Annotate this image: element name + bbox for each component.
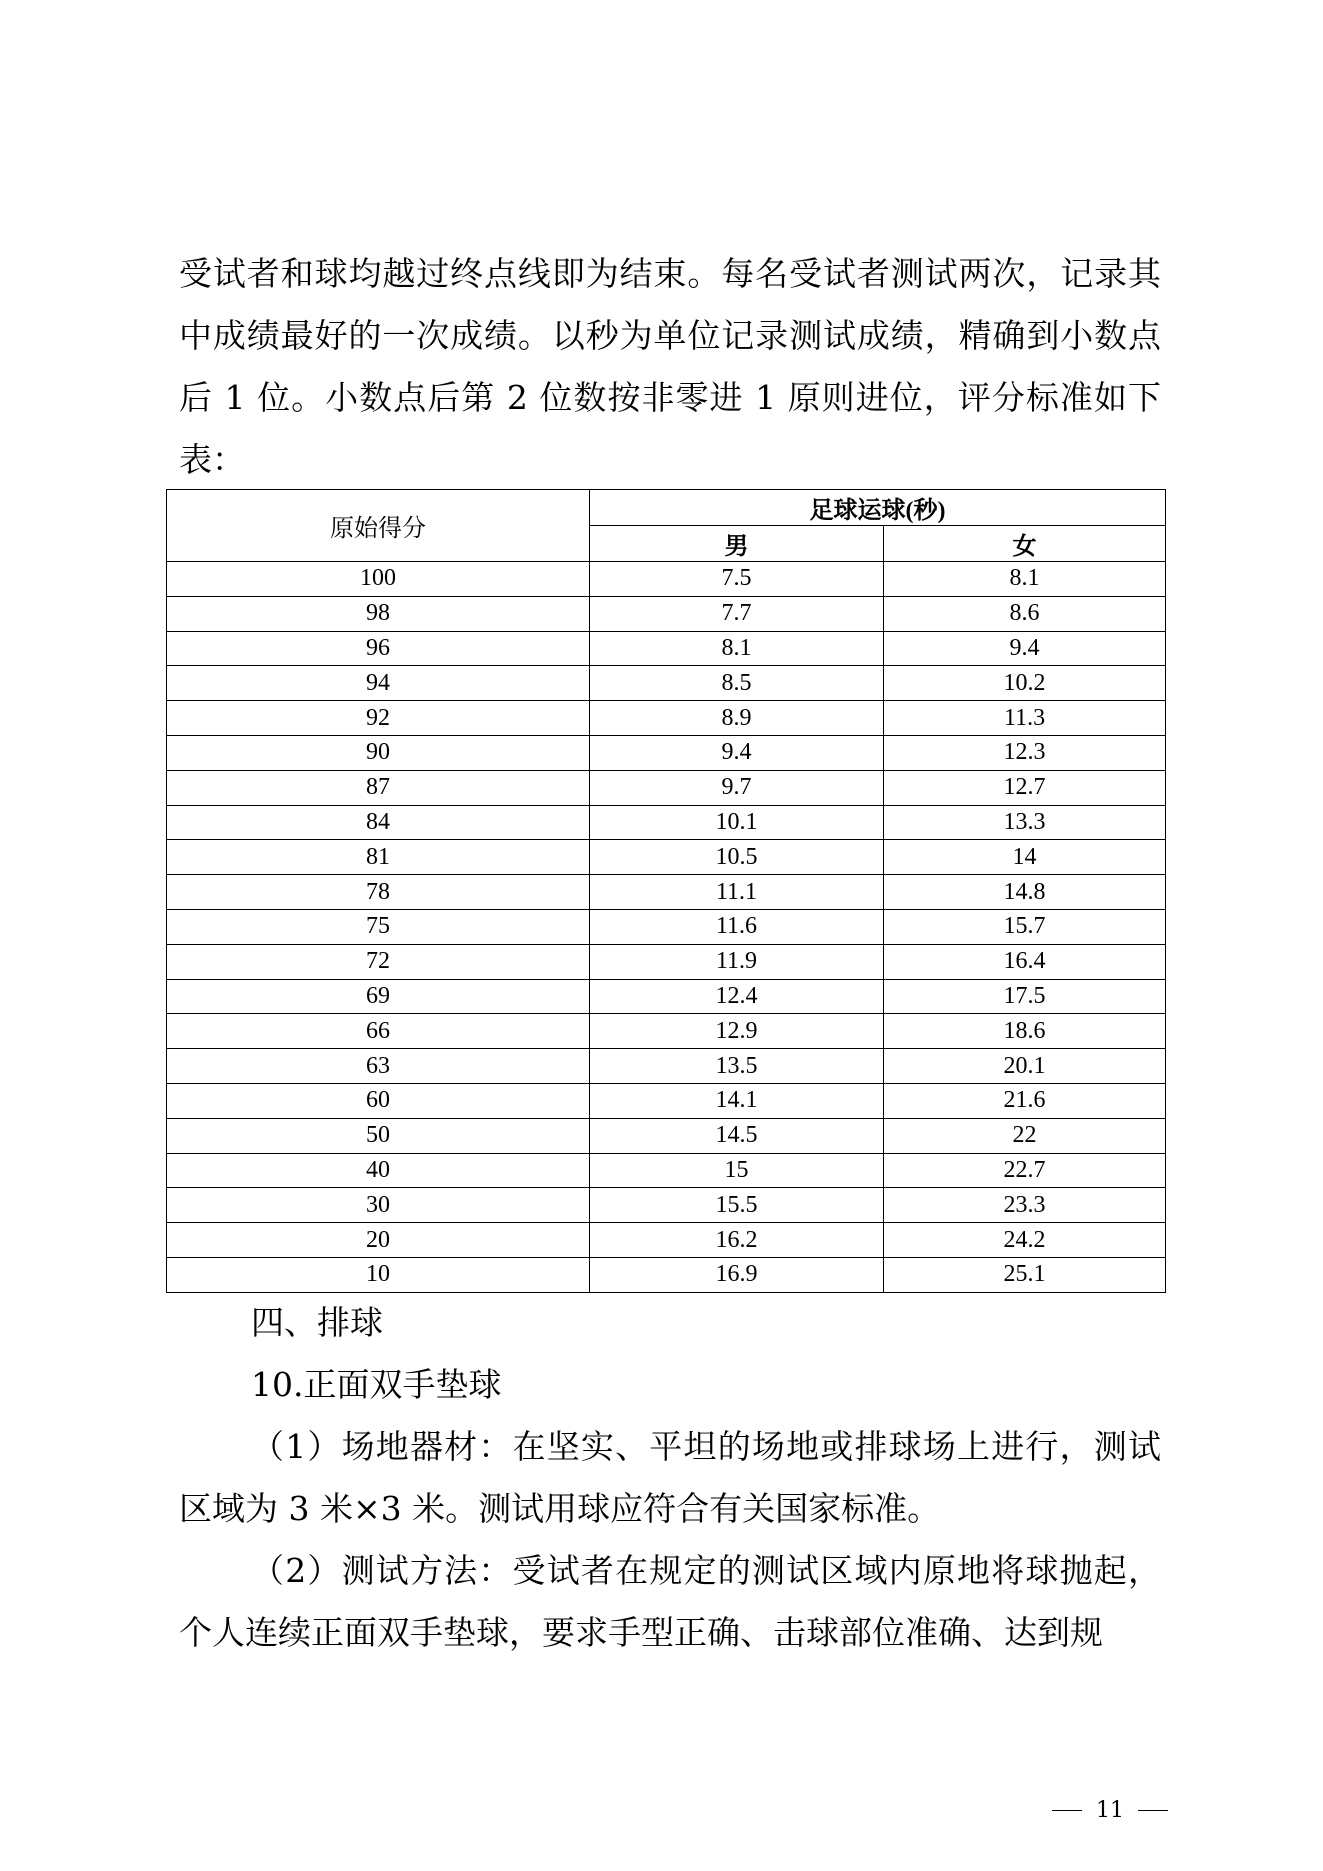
score-cell: 20 xyxy=(167,1223,590,1258)
table-row xyxy=(167,944,1166,979)
score-column-header: 原始得分 xyxy=(167,490,590,562)
table-row xyxy=(167,1223,1166,1258)
male-time-cell: 8.1 xyxy=(590,631,884,666)
female-time-cell: 14 xyxy=(884,840,1166,875)
male-time-cell: 11.6 xyxy=(590,909,884,944)
male-time-cell: 15 xyxy=(590,1153,884,1188)
female-time-cell: 15.7 xyxy=(884,909,1166,944)
male-time-cell: 7.5 xyxy=(590,562,884,597)
score-cell: 69 xyxy=(167,979,590,1014)
section-heading: 四、排球 xyxy=(251,1303,383,1342)
table-row xyxy=(167,979,1166,1014)
page-number: 11 xyxy=(1096,1798,1124,1823)
footer-dash-left xyxy=(1052,1810,1082,1811)
table-row xyxy=(167,1257,1166,1292)
female-time-cell: 12.3 xyxy=(884,735,1166,770)
item-heading: 10.正面双手垫球 xyxy=(251,1365,502,1404)
score-cell: 92 xyxy=(167,701,590,736)
score-cell: 63 xyxy=(167,1049,590,1084)
score-cell: 94 xyxy=(167,666,590,701)
table-row xyxy=(167,840,1166,875)
male-time-cell: 10.5 xyxy=(590,840,884,875)
male-time-cell: 14.1 xyxy=(590,1083,884,1118)
score-cell: 40 xyxy=(167,1153,590,1188)
score-cell: 96 xyxy=(167,631,590,666)
table-row xyxy=(167,1083,1166,1118)
method-paragraph: （2）测试方法：受试者在规定的测试区域内原地将球抛起，个人连续正面双手垫球，要求手型正确、击球部位准确、达到规 xyxy=(179,1551,1161,1652)
male-time-cell: 8.5 xyxy=(590,666,884,701)
male-time-cell: 7.7 xyxy=(590,596,884,631)
score-cell: 90 xyxy=(167,735,590,770)
male-column-header: 男 xyxy=(590,526,884,562)
female-time-cell: 8.6 xyxy=(884,596,1166,631)
table-row xyxy=(167,805,1166,840)
female-time-cell: 13.3 xyxy=(884,805,1166,840)
table-row xyxy=(167,770,1166,805)
male-time-cell: 8.9 xyxy=(590,701,884,736)
venue-paragraph: （1）场地器材：在坚实、平坦的场地或排球场上进行，测试区域为 3 米×3 米。测试用球应符合有关国家标准。 xyxy=(179,1427,1161,1528)
score-cell: 98 xyxy=(167,596,590,631)
score-cell: 81 xyxy=(167,840,590,875)
group-column-header: 足球运球(秒) xyxy=(590,490,1166,526)
table-row xyxy=(167,562,1166,597)
female-time-cell: 14.8 xyxy=(884,875,1166,910)
female-time-cell: 21.6 xyxy=(884,1083,1166,1118)
score-cell: 50 xyxy=(167,1118,590,1153)
score-cell: 84 xyxy=(167,805,590,840)
table-header-row xyxy=(167,490,1166,526)
page-footer xyxy=(1052,1798,1168,1823)
female-time-cell: 10.2 xyxy=(884,666,1166,701)
male-time-cell: 13.5 xyxy=(590,1049,884,1084)
female-time-cell: 20.1 xyxy=(884,1049,1166,1084)
score-cell: 10 xyxy=(167,1257,590,1292)
intro-paragraph: 受试者和球均越过终点线即为结束。每名受试者测试两次，记录其中成绩最好的一次成绩。以秒为单位记录测试成绩，精确到小数点后 1 位。小数点后第 2 位数按非零进 1 原则进位，评分标准如下表： xyxy=(179,254,1161,479)
male-time-cell: 9.7 xyxy=(590,770,884,805)
male-time-cell: 14.5 xyxy=(590,1118,884,1153)
female-column-header: 女 xyxy=(884,526,1166,562)
female-time-cell: 11.3 xyxy=(884,701,1166,736)
table-row xyxy=(167,1014,1166,1049)
score-cell: 72 xyxy=(167,944,590,979)
male-time-cell: 11.9 xyxy=(590,944,884,979)
female-time-cell: 22 xyxy=(884,1118,1166,1153)
male-time-cell: 16.9 xyxy=(590,1257,884,1292)
table-row xyxy=(167,875,1166,910)
score-cell: 100 xyxy=(167,562,590,597)
female-time-cell: 24.2 xyxy=(884,1223,1166,1258)
score-cell: 87 xyxy=(167,770,590,805)
table-row xyxy=(167,909,1166,944)
male-time-cell: 16.2 xyxy=(590,1223,884,1258)
table-row xyxy=(167,1188,1166,1223)
score-cell: 66 xyxy=(167,1014,590,1049)
score-cell: 30 xyxy=(167,1188,590,1223)
male-time-cell: 15.5 xyxy=(590,1188,884,1223)
table-row xyxy=(167,1049,1166,1084)
female-time-cell: 16.4 xyxy=(884,944,1166,979)
female-time-cell: 23.3 xyxy=(884,1188,1166,1223)
footer-dash-right xyxy=(1138,1810,1168,1811)
table-row xyxy=(167,596,1166,631)
score-cell: 60 xyxy=(167,1083,590,1118)
female-time-cell: 9.4 xyxy=(884,631,1166,666)
female-time-cell: 12.7 xyxy=(884,770,1166,805)
male-time-cell: 10.1 xyxy=(590,805,884,840)
male-time-cell: 12.9 xyxy=(590,1014,884,1049)
male-time-cell: 11.1 xyxy=(590,875,884,910)
female-time-cell: 17.5 xyxy=(884,979,1166,1014)
table-row xyxy=(167,1153,1166,1188)
score-cell: 75 xyxy=(167,909,590,944)
table-row xyxy=(167,735,1166,770)
male-time-cell: 12.4 xyxy=(590,979,884,1014)
female-time-cell: 18.6 xyxy=(884,1014,1166,1049)
female-time-cell: 8.1 xyxy=(884,562,1166,597)
table-row xyxy=(167,1118,1166,1153)
score-table xyxy=(166,489,1166,1293)
table-row xyxy=(167,666,1166,701)
female-time-cell: 25.1 xyxy=(884,1257,1166,1292)
table-row xyxy=(167,631,1166,666)
male-time-cell: 9.4 xyxy=(590,735,884,770)
table-body xyxy=(167,562,1166,1293)
table-row xyxy=(167,701,1166,736)
score-cell: 78 xyxy=(167,875,590,910)
female-time-cell: 22.7 xyxy=(884,1153,1166,1188)
